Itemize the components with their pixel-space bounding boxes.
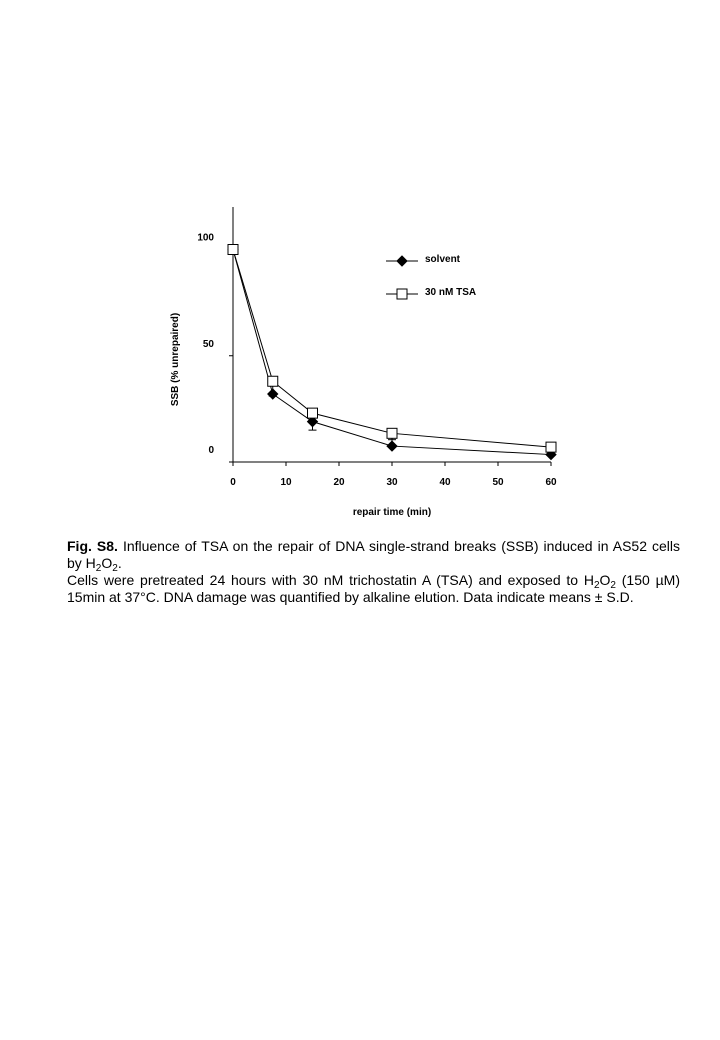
chart-ticks: [197, 233, 557, 489]
x-tick-label: 20: [333, 477, 345, 488]
series-30-nm-tsa: [228, 245, 556, 453]
caption-paragraph-1: [67, 538, 680, 572]
y-axis-label: SSB (% unrepaired): [170, 312, 181, 407]
data-point: [387, 428, 397, 438]
legend-label: solvent: [425, 254, 461, 265]
x-tick-label: 0: [230, 477, 236, 488]
h2o2-o: O: [599, 572, 611, 588]
chart-legend: [386, 254, 476, 299]
h2o2-subscript: 2: [95, 563, 102, 574]
series-solvent: [228, 245, 556, 460]
y-tick-label: 100: [197, 232, 214, 244]
caption-title-end: .: [117, 555, 122, 571]
h2o2-o: O: [101, 555, 113, 571]
legend-label: 30 nM TSA: [425, 287, 477, 298]
y-tick-label: 0: [208, 445, 214, 456]
h2o2-subscript: 2: [593, 580, 600, 591]
h2o2-subscript: 2: [610, 580, 616, 591]
data-point: [268, 376, 278, 386]
legend-entry: [386, 287, 476, 299]
data-point: [397, 289, 407, 299]
figure-label: Fig. S8.: [67, 538, 118, 554]
x-axis-label: repair time (min): [352, 507, 432, 518]
data-point: [397, 256, 407, 266]
caption-methods-text: Cells were pretreated 24 hours with 30 nM trichostatin A (TSA) and exposed to H: [67, 572, 594, 588]
x-tick-label: 50: [492, 477, 504, 488]
data-point: [308, 408, 318, 418]
series-line: [233, 250, 551, 455]
figure-caption: [67, 538, 680, 606]
caption-title-text: Influence of TSA on the repair of DNA single-strand breaks (SSB) induced in AS52 cells by H: [67, 538, 681, 571]
h2o2-subscript: 2: [112, 563, 118, 574]
y-tick-label: 50: [202, 338, 214, 350]
series-line: [233, 250, 551, 448]
x-tick-label: 40: [439, 477, 451, 488]
data-point: [546, 442, 556, 452]
chart-axes: [233, 207, 551, 462]
x-tick-label: 30: [386, 477, 398, 488]
legend-entry: [386, 254, 461, 266]
data-point: [228, 245, 238, 255]
x-tick-label: 10: [280, 477, 292, 488]
caption-paragraph-2: [67, 572, 680, 606]
x-tick-label: 60: [545, 477, 557, 488]
chart-series: [228, 245, 556, 460]
caption-methods-text: (150 µM) 15min at 37°C. DNA damage was quantified by alkaline elution. Data indicate means ± S.D.: [67, 572, 680, 605]
data-point: [387, 441, 397, 451]
